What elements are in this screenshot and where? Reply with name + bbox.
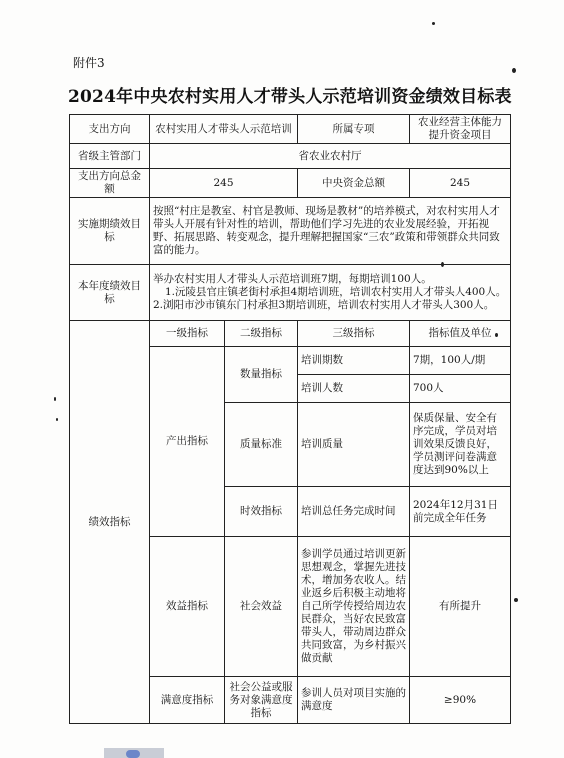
satisfaction-value: ≥90% [410,677,511,724]
time-value: 2024年12月31日前完成全年任务 [410,487,511,537]
social-label: 社会效益 [225,537,298,677]
q1-value: 7期，100人/期 [410,347,511,375]
direction-value: 农村实用人才带头人示范培训 [150,115,298,144]
table-row [70,115,511,144]
central-amount-label: 中央资金总额 [298,169,410,198]
dept-label: 省级主管部门 [70,144,150,169]
project-label: 所属专项 [298,115,410,144]
table-row [70,198,511,265]
page-title: 2024年中央农村实用人才带头人示范培训资金绩效目标表 [68,87,512,107]
social-value: 有所提升 [410,537,511,677]
dept-value: 省农业农村厅 [150,144,511,169]
quality-label: 质量标准 [225,403,298,487]
total-amount-value: 245 [150,169,298,198]
year-goal-label: 本年度绩效目标 [70,265,150,321]
time-label: 时效指标 [225,487,298,537]
header-level3: 三级指标 [298,321,410,347]
scan-speck [495,333,498,337]
performance-table [69,114,511,724]
impl-goal-text: 按照“村庄是教室、村官是教师、现场是教材”的培养模式，对农村实用人才带头人开展有针对性的培训，帮助他们学习先进的农业发展经验，开拓视野、拓展思路、转变观念，提升理解把握国家“三农”政策和带领群众共同致富的能力。 [150,198,511,265]
impl-goal-label: 实施期绩效目标 [70,198,150,265]
quality-value: 保质保量、安全有序完成，学员对培训效果反馈良好，学员测评问卷满意度达到90%以上 [410,403,511,487]
table-row [70,321,511,347]
satisfaction-name: 参训人员对项目实施的满意度 [298,677,410,724]
satisfaction-sub-label: 社会公益或服务对象满意度指标 [225,677,298,724]
annex-label: 附件3 [73,56,105,70]
scan-speck [432,22,435,25]
scan-speck [512,68,516,73]
bottom-scan-dot [126,750,140,758]
project-value: 农业经营主体能力提升资金项目 [410,115,511,144]
header-level1: 一级指标 [150,321,225,347]
q1-name: 培训期数 [298,347,410,375]
output-label: 产出指标 [150,347,225,537]
table-row [70,144,511,169]
quantity-label: 数量指标 [225,347,298,403]
year-goal-text [150,265,511,321]
table-row [70,265,511,321]
q2-value: 700人 [410,375,511,403]
satisfaction-label: 满意度指标 [150,677,225,724]
central-amount-value: 245 [410,169,511,198]
benefit-label: 效益指标 [150,537,225,677]
total-amount-label: 支出方向总金额 [70,169,150,198]
scan-speck [56,418,58,421]
direction-label: 支出方向 [70,115,150,144]
q2-name: 培训人数 [298,375,410,403]
header-level2: 二级指标 [225,321,298,347]
table-row [70,169,511,198]
scan-speck [514,598,518,602]
indicators-section-label: 绩效指标 [70,321,150,724]
year-goal-line1: 举办农村实用人才带头人示范培训班7期，每期培训100人。 [153,273,432,285]
year-goal-line2: 1.沅陵县官庄镇老街村承担4期培训班，培训农村实用人才带头人400人。2.浏阳市沙市镇东门村承担3期培训班，培训农村实用人才带头人300人。 [153,286,507,311]
scan-speck [54,397,56,401]
time-name: 培训总任务完成时间 [298,487,410,537]
scan-speck [441,262,444,267]
social-name: 参训学员通过培训更新思想观念，掌握先进技术，增加务农收人。结业返乡后积极主动地将自己所学传授给周边农民群众，当好农民致富带头人，带动周边群众共同致富，为乡村振兴做贡献 [298,537,410,677]
header-value: 指标值及单位 [410,321,511,347]
quality-name: 培训质量 [298,403,410,487]
